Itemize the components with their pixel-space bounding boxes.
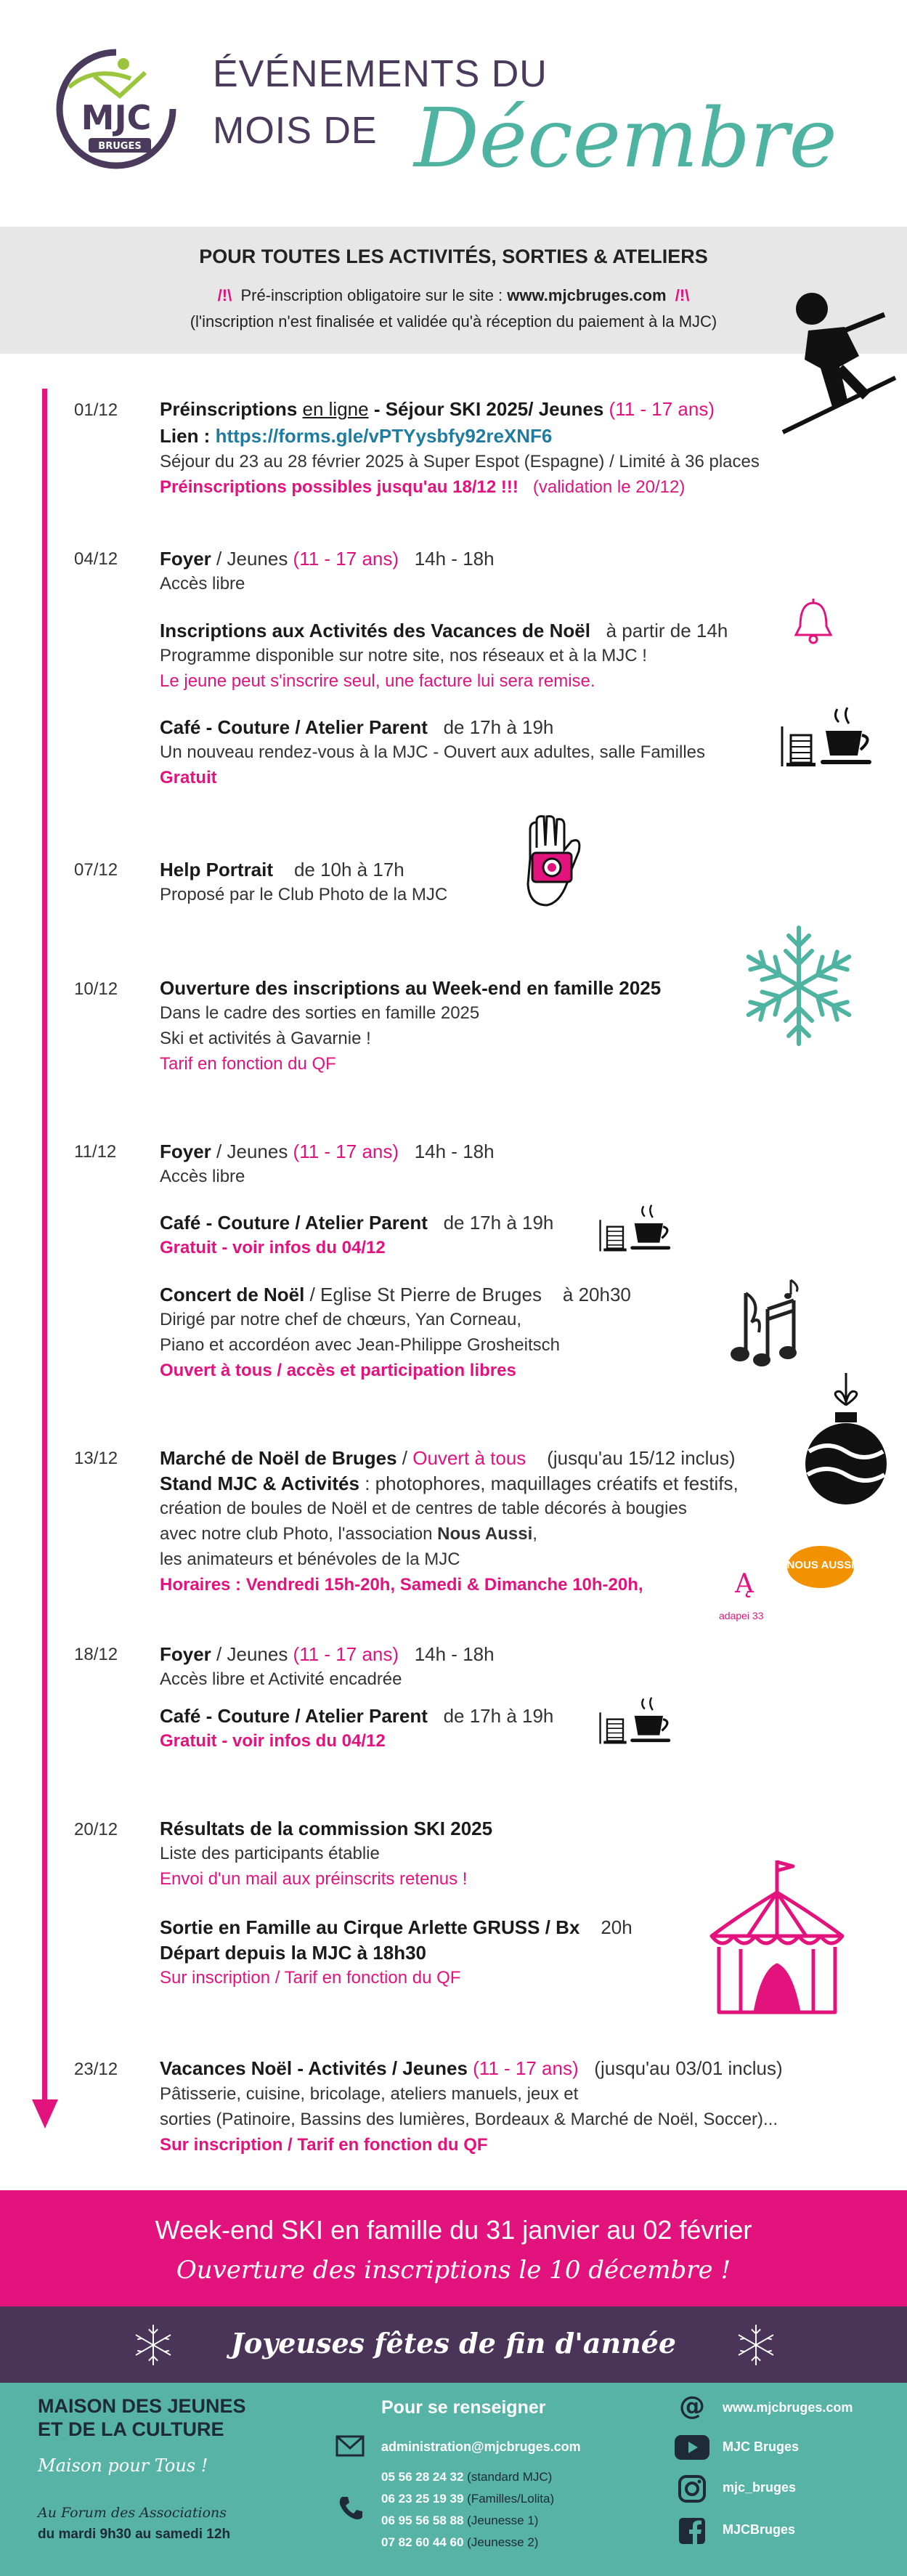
at-icon: @ (679, 2391, 705, 2421)
youtube-icon (674, 2434, 710, 2461)
event-date: 18/12 (74, 1645, 118, 1664)
event-title: Foyer / Jeunes (11 - 17 ans) 14h - 18h (160, 548, 495, 570)
event-date: 10/12 (74, 979, 118, 999)
hand-camera-icon (519, 815, 588, 910)
circus-tent-icon (697, 1856, 857, 2023)
ski-band-subtitle: Ouverture des inscriptions le 10 décembre ! (176, 2256, 731, 2285)
sewing-coffee-icon (599, 1695, 679, 1747)
event-text: Accès libre (160, 574, 245, 594)
event-note: Le jeune peut s'inscrire seul, une facture lui sera remise. (160, 671, 595, 691)
snowflake-icon (737, 919, 861, 1053)
event-text: Départ depuis la MJC à 18h30 (160, 1942, 427, 1964)
event-text: Stand MJC & Activités : photophores, maquillages créatifs et festifs, (160, 1473, 739, 1494)
footer (0, 2383, 907, 2576)
banner-line2: (l'inscription n'est finalisée et validée qu'à réception du paiement à la MJC) (190, 312, 717, 331)
banner-text: Pré-inscription obligatoire sur le site : (240, 286, 508, 304)
event-date: 13/12 (74, 1449, 118, 1468)
ski-band-title: Week-end SKI en famille du 31 janvier au 02 février (155, 2215, 752, 2245)
bell-icon (792, 597, 835, 648)
svg-text:BRUGES: BRUGES (98, 141, 142, 152)
event-text: Liste des participants établie (160, 1844, 380, 1863)
info-banner (0, 227, 907, 354)
event-price: Gratuit (160, 768, 217, 787)
adapei-logo: Ą adapei 33 (719, 1569, 764, 1621)
title-line1: ÉVÉNEMENTS DU (213, 53, 548, 95)
event-price: Gratuit - voir infos du 04/12 (160, 1731, 386, 1751)
event-text: Pâtisserie, cuisine, bricolage, ateliers manuels, jeux et (160, 2084, 579, 2104)
holidays-text: Joyeuses fêtes de fin d'année (230, 2327, 677, 2360)
event-date: 04/12 (74, 549, 118, 569)
org-name-line2: ET DE LA CULTURE (38, 2418, 224, 2440)
banner-heading: POUR TOUTES LES ACTIVITÉS, SORTIES & ATELIERS (199, 246, 708, 267)
event-text: sorties (Patinoire, Bassins des lumières, Bordeaux & Marché de Noël, Soccer)... (160, 2110, 778, 2129)
event-text: les animateurs et bénévoles de la MJC (160, 1550, 460, 1569)
event-price: Ouvert à tous / accès et participation libres (160, 1361, 516, 1380)
event-title: Café - Couture / Atelier Parent de 17h à 19h (160, 1212, 554, 1234)
ski-weekend-band (0, 2190, 907, 2306)
music-notes-icon (730, 1279, 810, 1373)
mjc-logo (51, 44, 182, 174)
website-link[interactable]: www.mjcbruges.com (723, 2400, 853, 2415)
warning-mark: /!\ (217, 286, 232, 304)
christmas-ornament-icon (799, 1373, 893, 1526)
event-title: Café - Couture / Atelier Parent de 17h à 19h (160, 1705, 554, 1727)
instagram-link[interactable]: mjc_bruges (723, 2480, 797, 2495)
warning-mark: /!\ (675, 286, 690, 304)
holidays-band (0, 2306, 907, 2383)
contact-email[interactable]: administration@mjcbruges.com (381, 2439, 581, 2454)
envelope-icon (335, 2435, 365, 2457)
event-text: avec notre club Photo, l'association Nous Aussi, (160, 1524, 537, 1544)
event-text: Proposé par le Club Photo de la MJC (160, 885, 448, 904)
event-text: Accès libre et Activité encadrée (160, 1669, 402, 1689)
event-text: Un nouveau rendez-vous à la MJC - Ouvert aux adultes, salle Familles (160, 742, 706, 762)
event-title: Marché de Noël de Bruges / Ouvert à tous (jusqu'au 15/12 inclus) (160, 1447, 736, 1469)
facebook-icon (678, 2517, 706, 2545)
event-text: Dirigé par notre chef de chœurs, Yan Corneau, (160, 1310, 522, 1329)
event-deadline: Préinscriptions possibles jusqu'au 18/12 !!! (validation le 20/12) (160, 477, 686, 497)
facebook-link[interactable]: MJCBruges (723, 2522, 796, 2537)
event-date: 23/12 (74, 2059, 118, 2079)
event-text: Séjour du 23 au 28 février 2025 à Super Espot (Espagne) / Limité à 36 places (160, 452, 760, 471)
org-tagline: Maison pour Tous ! (38, 2455, 208, 2476)
contact-phone[interactable]: 05 56 28 24 32 (standard MJC) (381, 2470, 553, 2484)
org-hours: du mardi 9h30 au samedi 12h (38, 2527, 231, 2542)
event-text: création de boules de Noël et de centres de table décorés à bougies (160, 1499, 687, 1518)
phone-icon (338, 2495, 364, 2522)
org-location: Au Forum des Associations (38, 2505, 227, 2521)
event-title: Inscriptions aux Activités des Vacances de Noël à partir de 14h (160, 620, 728, 641)
timeline-line (42, 389, 47, 2102)
event-date: 01/12 (74, 400, 118, 420)
title-line2: MOIS DE (213, 110, 378, 152)
contact-phone[interactable]: 06 95 56 58 88 (Jeunesse 1) (381, 2514, 539, 2527)
svg-text:MJC: MJC (81, 98, 152, 137)
contact-phone[interactable]: 06 23 25 19 39 (Familles/Lolita) (381, 2492, 555, 2506)
event-date: 20/12 (74, 1820, 118, 1839)
nous-aussi-logo: NOUS AUSSI (784, 1539, 857, 1597)
event-title: Foyer / Jeunes (11 - 17 ans) 14h - 18h (160, 1141, 495, 1162)
event-text: Programme disponible sur notre site, nos réseaux et à la MJC ! (160, 646, 647, 665)
month-title: Décembre (414, 92, 837, 186)
org-name-line1: MAISON DES JEUNES (38, 2395, 246, 2417)
event-title: Résultats de la commission SKI 2025 (160, 1818, 493, 1839)
event-link-line: Lien : https://forms.gle/vPTYysbfy92reXNF6 (160, 425, 553, 447)
event-price: Sur inscription / Tarif en fonction du QF (160, 2135, 488, 2155)
ski-form-link[interactable]: https://forms.gle/vPTYysbfy92reXNF6 (215, 425, 553, 447)
event-title: Foyer / Jeunes (11 - 17 ans) 14h - 18h (160, 1643, 495, 1665)
instagram-icon (678, 2475, 706, 2503)
event-text: Piano et accordéon avec Jean-Philippe Grosheitsch (160, 1335, 560, 1355)
event-text: Ski et activités à Gavarnie ! (160, 1029, 371, 1048)
banner-line1 (0, 286, 907, 305)
event-text: Dans le cadre des sorties en famille 2025 (160, 1003, 480, 1023)
contact-phone[interactable]: 07 82 60 44 60 (Jeunesse 2) (381, 2535, 539, 2549)
timeline-arrow (32, 2099, 58, 2129)
event-price: Tarif en fonction du QF (160, 1054, 336, 1074)
event-date: 07/12 (74, 860, 118, 880)
event-text: Accès libre (160, 1167, 245, 1186)
sewing-coffee-icon (781, 705, 882, 770)
event-title: Préinscriptions en ligne - Séjour SKI 2025/ Jeunes (11 - 17 ans) (160, 398, 715, 420)
contact-title: Pour se renseigner (381, 2397, 546, 2418)
event-hours: Horaires : Vendredi 15h-20h, Samedi & Dimanche 10h-20h, (160, 1575, 643, 1595)
youtube-link[interactable]: MJC Bruges (723, 2439, 800, 2454)
event-date: 11/12 (74, 1142, 117, 1162)
event-price: Sur inscription / Tarif en fonction du QF (160, 1968, 461, 1988)
event-title: Vacances Noël - Activités / Jeunes (11 - 17 ans) (jusqu'au 03/01 inclus) (160, 2057, 783, 2079)
event-title: Help Portrait de 10h à 17h (160, 859, 404, 880)
event-note: Envoi d'un mail aux préinscrits retenus ! (160, 1869, 468, 1889)
event-title: Concert de Noël / Eglise St Pierre de Bruges à 20h30 (160, 1284, 631, 1305)
event-title: Ouverture des inscriptions au Week-end en famille 2025 (160, 977, 662, 999)
event-title: Café - Couture / Atelier Parent de 17h à 19h (160, 716, 554, 738)
event-price: Gratuit - voir infos du 04/12 (160, 1238, 386, 1257)
skier-icon (776, 287, 899, 443)
sewing-coffee-icon (599, 1202, 679, 1255)
snowflake-icon (733, 2321, 778, 2369)
event-title: Sortie en Famille au Cirque Arlette GRUSS / Bx 20h (160, 1916, 633, 1938)
banner-site-link[interactable]: www.mjcbruges.com (507, 286, 667, 304)
